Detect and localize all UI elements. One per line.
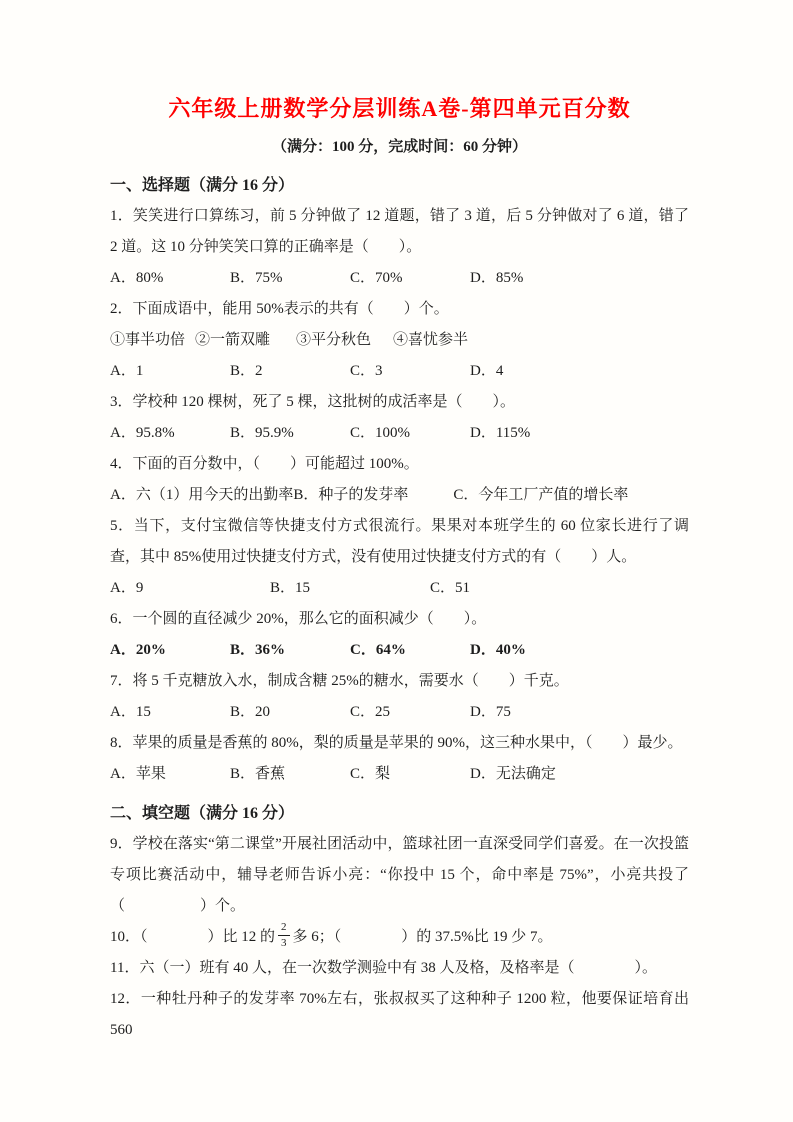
question-1-option-a: A．80%	[110, 270, 164, 286]
question-2-option-c: C．3	[350, 363, 383, 379]
question-2-idiom-4: ④喜忧参半	[393, 332, 469, 348]
question-7-option-d: D．75	[470, 704, 511, 720]
question-3-option-d: D．115%	[470, 425, 531, 441]
question-5-option-c: C．51	[430, 580, 471, 596]
question-3-options	[110, 418, 689, 449]
question-2-idiom-3: ③平分秋色	[296, 332, 372, 348]
question-6-option-b: B．36%	[230, 642, 286, 658]
question-10-text-before-fraction: 10．（ ）比 12 的	[110, 929, 276, 945]
worksheet-subtitle: （满分：100 分，完成时间：60 分钟）	[271, 139, 527, 155]
question-6-options	[110, 635, 689, 666]
question-4-options	[110, 480, 689, 511]
question-2-idiom-1: ①事半功倍	[110, 332, 186, 348]
question-10-text-after-fraction: 多 6；（ ）的 37.5%比 19 少 7。	[292, 929, 553, 945]
fraction-denominator: 3	[281, 937, 287, 950]
question-8-text: 8．苹果的质量是香蕉的 80%，梨的质量是苹果的 90%，这三种水果中，（ ）最少。	[110, 735, 683, 751]
question-5-text: 5．当下，支付宝微信等快捷支付方式很流行。果果对本班学生的 60 位家长进行了调查，其中 85%使用过快捷支付方式，没有使用过快捷支付方式的有（ ）人。	[110, 518, 689, 565]
question-1-options	[110, 263, 689, 294]
question-5-option-b: B．15	[270, 580, 311, 596]
question-7-option-a: A．15	[110, 704, 151, 720]
question-5-option-a: A．9	[110, 580, 144, 596]
section-2-heading: 二、填空题（满分 16 分）	[110, 805, 295, 822]
question-6-option-d: D．40%	[470, 642, 526, 658]
question-8-option-c: C．梨	[350, 766, 391, 782]
question-5-options	[110, 573, 689, 604]
question-7-option-b: B．20	[230, 704, 271, 720]
question-1-text: 1．笑笑进行口算练习，前 5 分钟做了 12 道题，错了 3 道，后 5 分钟做对了 6 道，错了 2 道。这 10 分钟笑笑口算的正确率是（ ）。	[110, 208, 689, 255]
question-8-options	[110, 759, 689, 790]
question-6-text: 6．一个圆的直径减少 20%，那么它的面积减少（ ）。	[110, 611, 487, 627]
fraction-two-thirds	[278, 921, 290, 949]
fraction-numerator: 2	[278, 921, 290, 936]
question-2-text: 2．下面成语中，能用 50%表示的共有（ ）个。	[110, 301, 449, 317]
question-4-text: 4．下面的百分数中，（ ）可能超过 100%。	[110, 456, 419, 472]
question-2-option-a: A．1	[110, 363, 144, 379]
question-1-option-b: B．75%	[230, 270, 283, 286]
question-8-option-d: D．无法确定	[470, 766, 556, 782]
question-4-option-c: C．今年工厂产值的增长率	[453, 487, 629, 503]
question-1-option-c: C．70%	[350, 270, 403, 286]
question-2-option-d: D．4	[470, 363, 504, 379]
question-2-option-b: B．2	[230, 363, 263, 379]
question-7-text: 7．将 5 千克糖放入水，制成含糖 25%的糖水，需要水（ ）千克。	[110, 673, 569, 689]
question-6-option-a: A．20%	[110, 642, 166, 658]
question-11-text: 11．六（一）班有 40 人，在一次数学测验中有 38 人及格，及格率是（ ）。	[110, 960, 657, 976]
question-9-text: 9．学校在落实“第二课堂”开展社团活动中，篮球社团一直深受同学们喜爱。在一次投篮专项比赛活动中，辅导老师告诉小亮：“你投中 15 个，命中率是 75%”，小亮共投了（ ）个。	[110, 836, 689, 914]
worksheet-title: 六年级上册数学分层训练A卷-第四单元百分数	[168, 96, 631, 121]
question-2-idiom-2: ②一箭双雕	[195, 332, 271, 348]
question-2-idiom-list	[110, 325, 689, 356]
question-3-option-c: C．100%	[350, 425, 411, 441]
question-4-option-a: A．六（1）用今天的出勤率	[110, 487, 294, 503]
question-3-option-b: B．95.9%	[230, 425, 294, 441]
question-10-text	[110, 922, 689, 953]
section-1-heading: 一、选择题（满分 16 分）	[110, 177, 295, 194]
question-7-option-c: C．25	[350, 704, 391, 720]
question-3-option-a: A．95.8%	[110, 425, 175, 441]
question-7-options	[110, 697, 689, 728]
question-1-option-d: D．85%	[470, 270, 524, 286]
question-8-option-a: A．苹果	[110, 766, 166, 782]
question-12-text: 12．一种牡丹种子的发芽率 70%左右，张叔叔买了这种种子 1200 粒，他要保证培育出 560	[110, 991, 689, 1038]
question-4-option-b: B．种子的发芽率	[293, 487, 409, 503]
question-6-option-c: C．64%	[350, 642, 406, 658]
question-3-text: 3．学校种 120 棵树，死了 5 棵，这批树的成活率是（ ）。	[110, 394, 516, 410]
question-2-options	[110, 356, 689, 387]
question-8-option-b: B．香蕉	[230, 766, 286, 782]
